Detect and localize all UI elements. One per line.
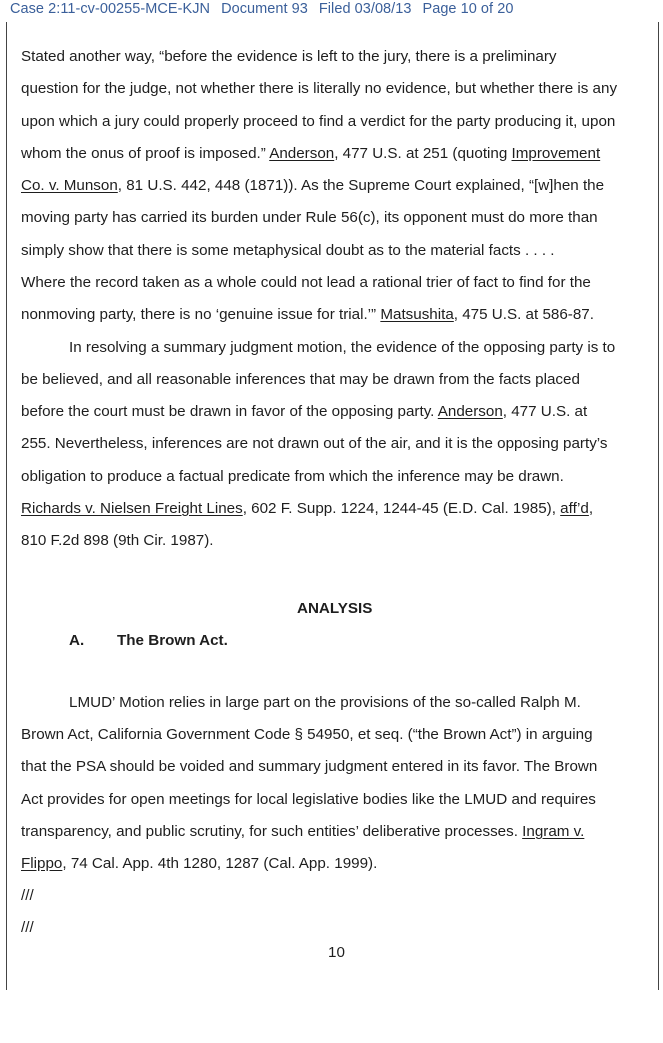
citation-anderson: Anderson bbox=[437, 403, 503, 420]
citation-affd: aff’d bbox=[560, 500, 589, 517]
text-run: transparency, and public scrutiny, for such entities’ deliberative processes. bbox=[21, 823, 523, 840]
citation-anderson: Anderson bbox=[269, 145, 335, 162]
right-margin-rule bbox=[658, 22, 659, 990]
body-line: that the PSA should be voided and summary judgment entered in its favor. The Brown bbox=[21, 758, 598, 775]
case-number: Case 2:11-cv-00255-MCE-KJN bbox=[10, 1, 211, 17]
body-line bbox=[21, 402, 587, 422]
body-line: 255. Nevertheless, inferences are not drawn out of the air, and it is the opposing party’s bbox=[21, 435, 608, 452]
body-line: LMUD’ Motion relies in large part on the provisions of the so-called Ralph M. bbox=[69, 694, 581, 711]
citation-richards: Richards v. Nielsen Freight Lines bbox=[21, 500, 243, 517]
section-heading: ANALYSIS bbox=[297, 600, 373, 617]
body-line bbox=[21, 305, 594, 325]
body-line: Act provides for open meetings for local legislative bodies like the LMUD and requires bbox=[21, 791, 596, 808]
body-line: simply show that there is some metaphysical doubt as to the material facts . . . . bbox=[21, 242, 555, 259]
body-line: question for the judge, not whether there is literally no evidence, but whether there is any bbox=[21, 80, 618, 97]
body-line: be believed, and all reasonable inferences that may be drawn from the facts placed bbox=[21, 371, 580, 388]
body-line: obligation to produce a factual predicate from which the inference may be drawn. bbox=[21, 468, 564, 485]
citation-munson: Co. v. Munson bbox=[21, 177, 118, 194]
page-of-total: Page 10 of 20 bbox=[422, 1, 514, 17]
filed-date: Filed 03/08/13 bbox=[318, 1, 412, 17]
body-line: moving party has carried its burden under Rule 56(c), its opponent must do more than bbox=[21, 209, 598, 226]
text-run: before the court must be drawn in favor of the opposing party. bbox=[21, 403, 438, 420]
text-run: , 602 F. Supp. 1224, 1244-45 (E.D. Cal. 1985), bbox=[242, 500, 561, 517]
left-margin-rule bbox=[6, 22, 7, 990]
body-line bbox=[21, 499, 593, 519]
body-line: 810 F.2d 898 (9th Cir. 1987). bbox=[21, 532, 214, 549]
subsection-letter: A. bbox=[69, 632, 85, 649]
body-line bbox=[21, 822, 584, 842]
body-line bbox=[21, 144, 600, 164]
body-line: Brown Act, California Government Code § 54950, et seq. (“the Brown Act”) in arguing bbox=[21, 726, 593, 743]
separator-mark: /// bbox=[21, 919, 34, 936]
text-run: nonmoving party, there is no ‘genuine issue for trial.’” bbox=[21, 306, 381, 323]
text-run: , 74 Cal. App. 4th 1280, 1287 (Cal. App. 1999). bbox=[62, 855, 378, 872]
body-line: Stated another way, “before the evidence is left to the jury, there is a preliminary bbox=[21, 48, 557, 65]
citation-flippo: Flippo bbox=[21, 855, 63, 872]
body-line: Where the record taken as a whole could not lead a rational trier of fact to find for the bbox=[21, 274, 591, 291]
body-line bbox=[21, 176, 604, 196]
citation-ingram: Ingram v. bbox=[522, 823, 585, 840]
separator-mark: /// bbox=[21, 887, 34, 904]
text-run: , 477 U.S. at bbox=[502, 403, 588, 420]
text-run: whom the onus of proof is imposed.” bbox=[21, 145, 270, 162]
text-run: , 477 U.S. at 251 (quoting bbox=[334, 145, 512, 162]
body-line: upon which a jury could properly proceed to find a verdict for the party producing it, upon bbox=[21, 113, 616, 130]
body-line: In resolving a summary judgment motion, the evidence of the opposing party is to bbox=[69, 339, 616, 356]
body-line bbox=[21, 854, 377, 874]
subsection-title: The Brown Act. bbox=[117, 632, 228, 649]
case-header bbox=[10, 1, 524, 17]
text-run: , 81 U.S. 442, 448 (1871)). As the Supreme Court explained, “[w]hen the bbox=[117, 177, 605, 194]
citation-improvement: Improvement bbox=[511, 145, 601, 162]
text-run: , bbox=[588, 500, 594, 517]
page-number: 10 bbox=[328, 944, 345, 961]
document-number: Document 93 bbox=[221, 1, 308, 17]
text-run: , 475 U.S. at 586-87. bbox=[453, 306, 594, 323]
citation-matsushita: Matsushita bbox=[380, 306, 454, 323]
